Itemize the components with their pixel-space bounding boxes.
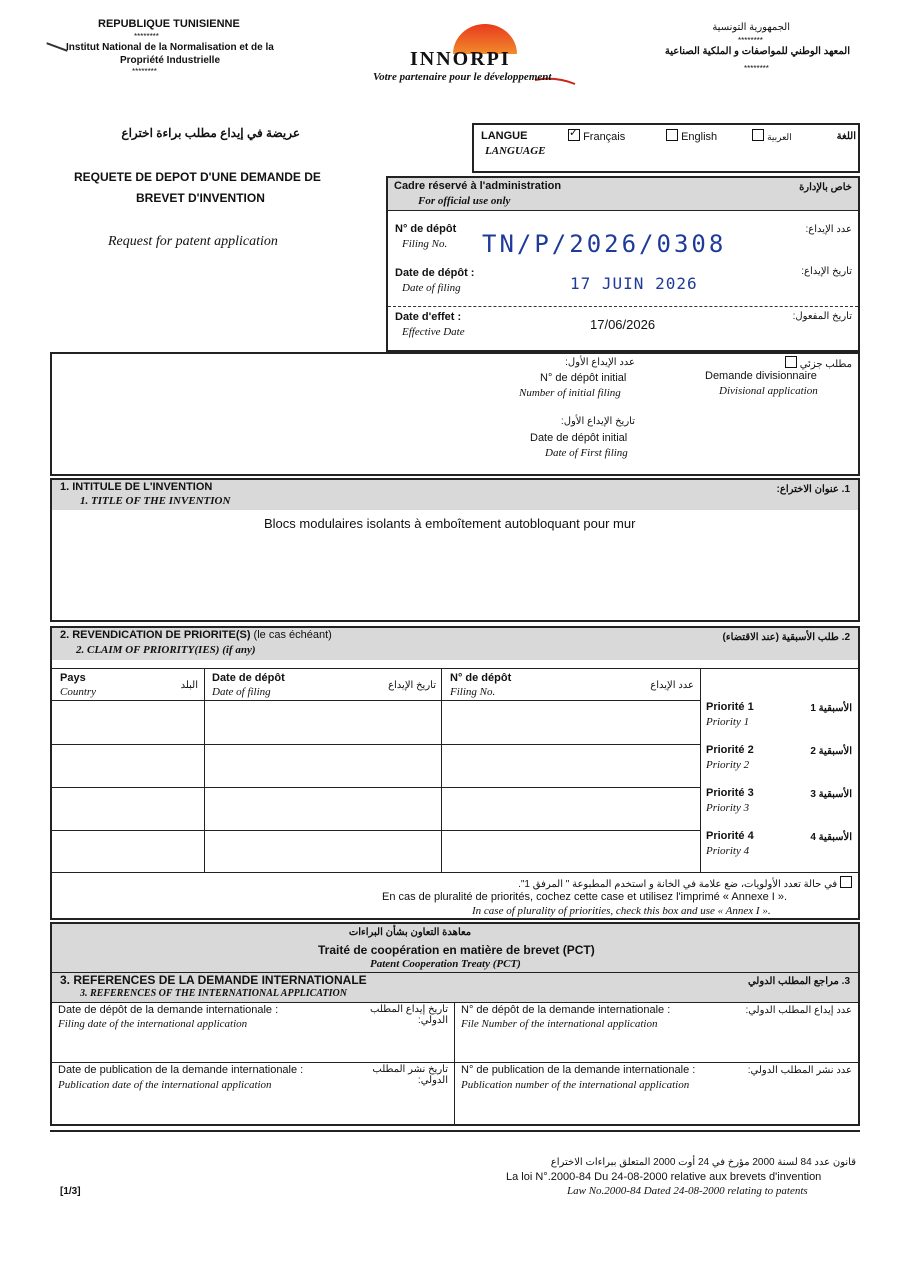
divisional-label-fr: Demande divisionnaire bbox=[705, 370, 817, 382]
language-arabic-label: العربية bbox=[767, 132, 792, 142]
institute-ar: المعهد الوطني للمواصفات و الملكية الصناعية bbox=[664, 46, 850, 57]
priority-4 bbox=[706, 829, 856, 871]
plural-priorities-fr: En cas de pluralité de priorités, cochez cette case et utilisez l'imprimé « Annexe I ». bbox=[382, 891, 788, 903]
divisional-label-ar-text: مطلب جزئي bbox=[799, 359, 852, 370]
col-country-fr: Pays bbox=[60, 672, 86, 684]
effective-date-label-en: Effective Date bbox=[402, 326, 465, 338]
initial-date-label-fr: Date de dépôt initial bbox=[530, 432, 628, 444]
section2-title-ar: 2. طلب الأسبقية (عند الاقتضاء) bbox=[722, 632, 850, 643]
filing-no-label-en: Filing No. bbox=[402, 238, 448, 250]
intl-date-label-ar: تاريخ إيداع المطلب الدولي: bbox=[370, 1004, 448, 1026]
title-fr-line1: REQUETE DE DEPOT D'UNE DEMANDE DE bbox=[74, 170, 321, 184]
priority-4-ar: الأسبقية 4 bbox=[810, 832, 852, 843]
priority-4-en: Priority 4 bbox=[706, 845, 750, 857]
section1-title-ar: 1. عنوان الاختراع: bbox=[776, 484, 850, 495]
section3-title-en: 3. REFERENCES OF THE INTERNATIONAL APPLICATION bbox=[80, 988, 347, 999]
priority-2 bbox=[706, 743, 856, 785]
col-country-ar: البلد bbox=[180, 680, 198, 691]
intl-no-label-fr: N° de dépôt de la demande internationale : bbox=[461, 1004, 671, 1016]
priority-row-divider-2 bbox=[52, 787, 700, 788]
section3-header-divider bbox=[52, 1002, 858, 1003]
priority-3-en: Priority 3 bbox=[706, 802, 750, 814]
pub-date-label-ar: تاريخ نشر المطلب الدولي: bbox=[372, 1064, 448, 1086]
admin-header-fr: Cadre réservé à l'administration bbox=[394, 180, 562, 192]
intl-no-label-en: File Number of the international application bbox=[461, 1018, 658, 1030]
priority-1-ar: الأسبقية 1 bbox=[810, 703, 852, 714]
section2-title-fr bbox=[60, 629, 332, 641]
language-option-francais[interactable] bbox=[568, 129, 625, 143]
initial-no-label-ar: عدد الإيداع الأول: bbox=[565, 357, 635, 368]
intl-date-label-en: Filing date of the international application bbox=[58, 1018, 248, 1030]
priority-col-divider-3 bbox=[700, 668, 701, 872]
priority-row-divider-1 bbox=[52, 744, 700, 745]
priority-row-divider-3 bbox=[52, 830, 700, 831]
title-fr-line2: BREVET D'INVENTION bbox=[136, 191, 265, 205]
admin-header-ar: خاص بالإدارة bbox=[799, 182, 852, 193]
law-en: Law No.2000-84 Dated 24-08-2000 relating to patents bbox=[567, 1185, 808, 1197]
initial-date-label-ar: تاريخ الإيداع الأول: bbox=[560, 416, 635, 427]
filing-date-label-en: Date of filing bbox=[402, 282, 461, 294]
plural-priorities-en: In case of plurality of priorities, check this box and use « Annex I ». bbox=[472, 905, 771, 917]
footer-rule bbox=[50, 1130, 860, 1132]
pub-no-label-ar: عدد نشر المطلب الدولي: bbox=[747, 1065, 852, 1076]
priority-1-en: Priority 1 bbox=[706, 716, 750, 728]
language-label-fr: LANGUE bbox=[481, 130, 528, 142]
priority-2-en: Priority 2 bbox=[706, 759, 750, 771]
priority-3-fr: Priorité 3 bbox=[706, 787, 754, 799]
checkbox-francais-icon[interactable] bbox=[568, 129, 580, 141]
priority-2-fr: Priorité 2 bbox=[706, 744, 754, 756]
priority-header-divider bbox=[52, 700, 700, 701]
language-option-arabic[interactable] bbox=[752, 129, 792, 143]
section3-row-divider bbox=[52, 1062, 858, 1063]
checkbox-english-icon[interactable] bbox=[666, 129, 678, 141]
priority-table-bottom bbox=[52, 872, 858, 873]
language-francais-label: Français bbox=[583, 131, 626, 143]
law-fr: La loi N°.2000-84 Du 24-08-2000 relative aux brevets d'invention bbox=[506, 1171, 822, 1183]
col-no-ar: عدد الإيداع bbox=[650, 680, 694, 691]
col-date-ar: تاريخ الإيداع bbox=[388, 680, 436, 691]
section3-col-divider bbox=[454, 1002, 455, 1124]
header-separator-ar-2: ******** bbox=[744, 64, 769, 73]
intl-no-label-ar: عدد إيداع المطلب الدولي: bbox=[745, 1005, 852, 1016]
header-separator-fr: ******** bbox=[134, 32, 159, 41]
col-date-en: Date of filing bbox=[212, 686, 271, 698]
section2-title-fr-text: 2. REVENDICATION DE PRIORITE(S) bbox=[60, 629, 251, 641]
language-option-english[interactable] bbox=[666, 129, 717, 143]
filing-date-label-fr: Date de dépôt : bbox=[395, 267, 475, 279]
col-country-en: Country bbox=[60, 686, 97, 698]
filing-date-value: 17 JUIN 2026 bbox=[570, 274, 698, 293]
col-date-fr: Date de dépôt bbox=[212, 672, 285, 684]
priority-3-ar: الأسبقية 3 bbox=[810, 789, 852, 800]
initial-no-label-en: Number of initial filing bbox=[519, 387, 621, 399]
pub-no-label-en: Publication number of the international application bbox=[461, 1079, 690, 1091]
header-separator-fr-2: ******** bbox=[132, 67, 157, 76]
priority-4-fr: Priorité 4 bbox=[706, 830, 754, 842]
page-number: [1/3] bbox=[60, 1186, 81, 1197]
admin-header-divider bbox=[388, 210, 858, 211]
priority-col-divider-2 bbox=[441, 668, 442, 872]
admin-header-en: For official use only bbox=[418, 195, 511, 207]
language-label-en: LANGUAGE bbox=[485, 145, 546, 157]
effective-date-label-fr: Date d'effet : bbox=[395, 311, 462, 323]
section2-title-en-text: 2. CLAIM OF PRIORITY(IES) bbox=[76, 644, 220, 656]
col-no-en: Filing No. bbox=[450, 686, 496, 698]
plural-priorities-ar-text: في حالة تعدد الأولويات، ضع علامة في الخانة و استخدم المطبوعة " المرفق 1". bbox=[518, 879, 838, 890]
innorpi-logo bbox=[373, 14, 585, 92]
pct-fr: Traité de coopération en matière de brevet (PCT) bbox=[318, 943, 595, 957]
filing-no-label-fr: N° de dépôt bbox=[395, 223, 457, 235]
filing-no-label-ar: عدد الإيداع: bbox=[805, 224, 852, 235]
section3-title-ar: 3. مراجع المطلب الدولي bbox=[747, 976, 850, 987]
pub-no-label-fr: N° de publication de la demande internationale : bbox=[461, 1064, 696, 1076]
title-en: Request for patent application bbox=[108, 234, 278, 249]
priority-2-ar: الأسبقية 2 bbox=[810, 746, 852, 757]
pct-en: Patent Cooperation Treaty (PCT) bbox=[370, 958, 521, 970]
invention-title-value: Blocs modulaires isolants à emboîtement autobloquant pour mur bbox=[264, 516, 636, 531]
pub-date-label-fr: Date de publication de la demande internationale : bbox=[58, 1064, 304, 1076]
admin-dashed-divider bbox=[388, 306, 858, 307]
priority-table-top bbox=[52, 668, 858, 669]
section2-title-en bbox=[76, 644, 255, 656]
institute-fr-line1: Institut National de la Normalisation et de la bbox=[66, 42, 274, 53]
pub-date-label-en: Publication date of the international application bbox=[58, 1079, 272, 1091]
filing-date-label-ar: تاريخ الإيداع: bbox=[801, 266, 852, 277]
effective-date-label-ar: تاريخ المفعول: bbox=[792, 311, 852, 322]
header-separator-ar: ******** bbox=[738, 36, 763, 45]
priority-col-divider-1 bbox=[204, 668, 205, 872]
col-no-fr: N° de dépôt bbox=[450, 672, 512, 684]
plural-priorities-ar[interactable] bbox=[440, 876, 852, 890]
divisional-label-en: Divisional application bbox=[719, 385, 818, 397]
logo-tagline: Votre partenaire pour le développement bbox=[373, 71, 552, 83]
checkbox-divisional-icon[interactable] bbox=[785, 356, 797, 368]
section1-title-fr: 1. INTITULE DE L'INVENTION bbox=[60, 481, 213, 493]
effective-date-value: 17/06/2026 bbox=[590, 317, 656, 332]
title-ar: عريضة في إيداع مطلب براءة اختراع bbox=[121, 126, 300, 140]
initial-date-label-en: Date of First filing bbox=[545, 447, 628, 459]
initial-no-label-fr: N° de dépôt initial bbox=[540, 372, 627, 384]
language-label-ar: اللغة bbox=[836, 131, 856, 142]
section1-title-en: 1. TITLE OF THE INVENTION bbox=[80, 495, 231, 507]
language-english-label: English bbox=[681, 131, 718, 143]
checkbox-arabic-icon[interactable] bbox=[752, 129, 764, 141]
priority-1 bbox=[706, 700, 856, 742]
header-pen-stroke bbox=[46, 42, 67, 51]
law-ar: قانون عدد 84 لسنة 2000 مؤرخ في 24 أوت 2000 المتعلق ببراءات الاختراع bbox=[550, 1157, 856, 1168]
filing-no-value: TN/P/2026/0308 bbox=[482, 230, 727, 258]
intl-date-label-fr: Date de dépôt de la demande internationale : bbox=[58, 1004, 279, 1016]
pct-ar: معاهدة التعاون بشأن البراءات bbox=[348, 927, 472, 938]
section3-title-fr: 3. REFERENCES DE LA DEMANDE INTERNATIONALE bbox=[60, 973, 367, 987]
republic-ar: الجمهورية التونسية bbox=[712, 22, 790, 33]
section2-title-fr-note: (le cas échéant) bbox=[250, 629, 332, 641]
priority-1-fr: Priorité 1 bbox=[706, 701, 754, 713]
priority-3 bbox=[706, 786, 856, 828]
checkbox-plural-priorities-icon[interactable] bbox=[840, 876, 852, 888]
section2-title-en-note: (if any) bbox=[219, 644, 256, 656]
divisional-label-ar[interactable] bbox=[760, 356, 852, 370]
institute-fr-line2: Propriété Industrielle bbox=[120, 55, 221, 66]
republic-fr: REPUBLIQUE TUNISIENNE bbox=[98, 18, 240, 30]
logo-text: INNORPI bbox=[410, 48, 511, 70]
